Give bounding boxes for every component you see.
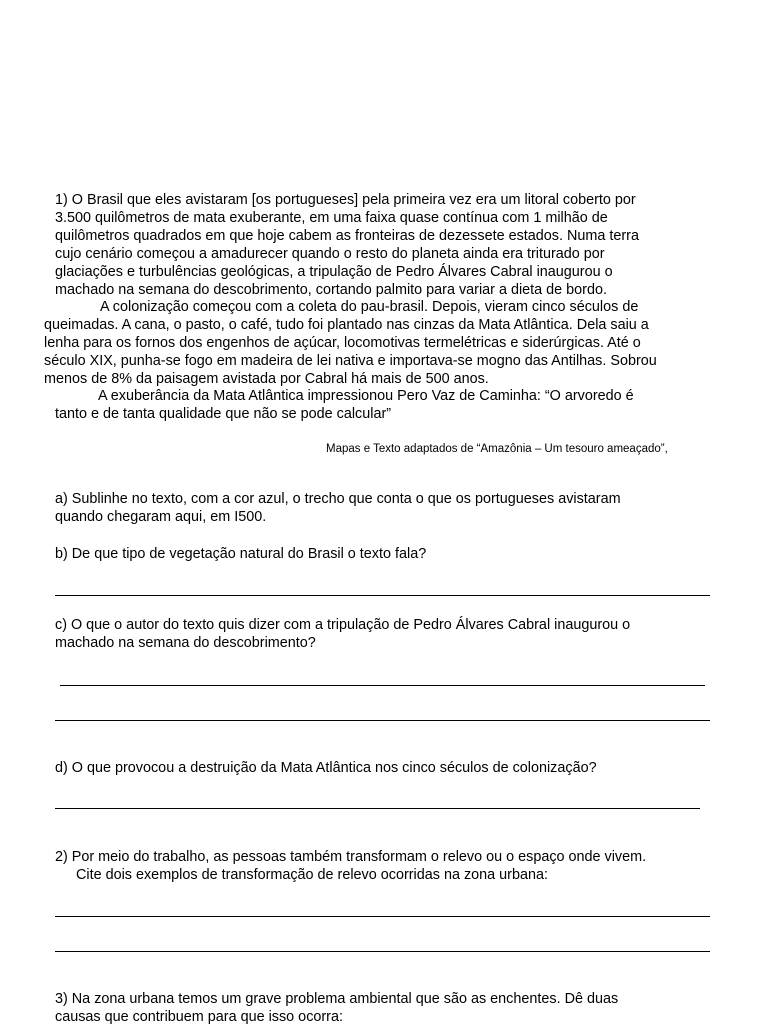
answer-line[interactable] <box>55 916 710 917</box>
paragraph-2-line: século XIX, punha-se fogo em madeira de lei nativa e importava-se mogno das Antilhas. Sobrou <box>44 353 657 369</box>
question-b-line: b) De que tipo de vegetação natural do Brasil o texto fala? <box>55 546 427 562</box>
paragraph-2-line: A colonização começou com a coleta do pau-brasil. Depois, vieram cinco séculos de <box>100 299 639 315</box>
paragraph-1-line: 1) O Brasil que eles avistaram [os portugueses] pela primeira vez era um litoral coberto por <box>55 192 636 208</box>
question-d-line: d) O que provocou a destruição da Mata Atlântica nos cinco séculos de colonização? <box>55 760 597 776</box>
question-2-line: 2) Por meio do trabalho, as pessoas também transformam o relevo ou o espaço onde vivem. <box>55 849 647 865</box>
source-citation: Mapas e Texto adaptados de “Amazônia – Um tesouro ameaçado”, <box>326 443 668 455</box>
paragraph-1-line: 3.500 quilômetros de mata exuberante, em uma faixa quase contínua com 1 milhão de <box>55 210 608 226</box>
question-c-line: c) O que o autor do texto quis dizer com a tripulação de Pedro Álvares Cabral inaugurou o <box>55 617 631 633</box>
paragraph-3-line: tanto e de tanta qualidade que não se pode calcular” <box>55 406 392 422</box>
answer-line[interactable] <box>60 685 705 686</box>
answer-line[interactable] <box>55 951 710 952</box>
question-a-line: quando chegaram aqui, em I500. <box>55 509 267 525</box>
question-3-line: causas que contribuem para que isso ocorra: <box>55 1009 343 1025</box>
paragraph-1-line: cujo cenário começou a amadurecer quando o resto do planeta ainda era triturado por <box>55 246 605 262</box>
question-c-line: machado na semana do descobrimento? <box>55 635 316 651</box>
paragraph-2-line: lenha para os fornos dos engenhos de açúcar, locomotivas termelétricas e siderúrgicas. Até o <box>44 335 641 351</box>
question-a-line: a) Sublinhe no texto, com a cor azul, o trecho que conta o que os portugueses avistaram <box>55 491 621 507</box>
paragraph-1-line: glaciações e turbulências geológicas, a tripulação de Pedro Álvares Cabral inaugurou o <box>55 264 613 280</box>
paragraph-1-line: quilômetros quadrados em que hoje cabem as fronteiras de dezessete estados. Numa terra <box>55 228 639 244</box>
paragraph-2-line: queimadas. A cana, o pasto, o café, tudo foi plantado nas cinzas da Mata Atlântica. Dela saiu a <box>44 317 649 333</box>
paragraph-1-line: machado na semana do descobrimento, cortando palmito para variar a dieta de bordo. <box>55 282 607 298</box>
answer-line[interactable] <box>55 808 700 809</box>
answer-line[interactable] <box>55 595 710 596</box>
answer-line[interactable] <box>55 720 710 721</box>
paragraph-3-line: A exuberância da Mata Atlântica impressionou Pero Vaz de Caminha: “O arvoredo é <box>98 388 634 404</box>
question-3-line: 3) Na zona urbana temos um grave problema ambiental que são as enchentes. Dê duas <box>55 991 619 1007</box>
question-2-line: Cite dois exemplos de transformação de relevo ocorridas na zona urbana: <box>76 867 548 883</box>
paragraph-2-line: menos de 8% da paisagem avistada por Cabral há mais de 500 anos. <box>44 371 489 387</box>
